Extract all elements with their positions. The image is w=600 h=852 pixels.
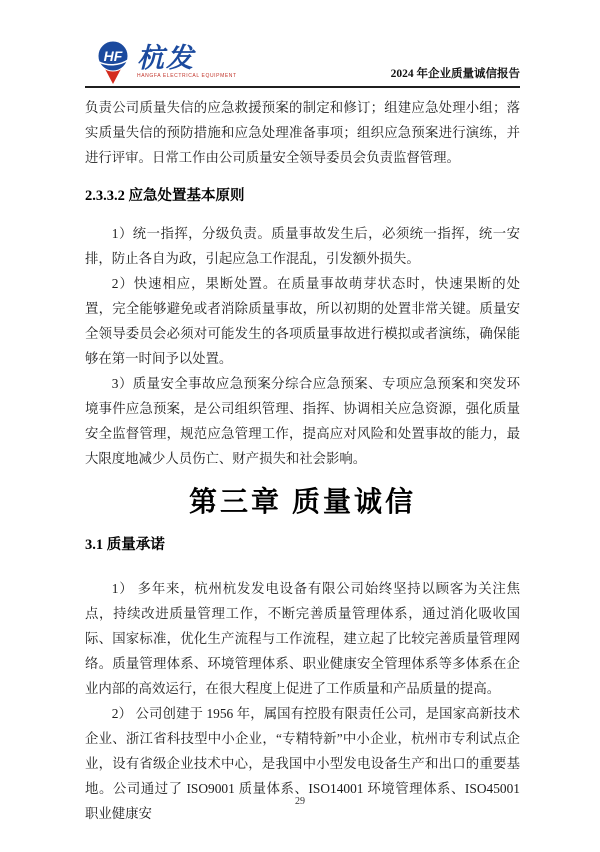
- chapter-3-title: 第三章 质量诚信: [188, 487, 416, 518]
- heading-2-3-3-2: 2.3.3.2 应急处置基本原则: [85, 188, 245, 204]
- heading-3-1: 3.1 质量承诺: [85, 537, 165, 553]
- logo-brand-name: 杭发: [137, 43, 195, 73]
- logo-text: [137, 40, 237, 79]
- hf-emblem-icon: [95, 40, 131, 86]
- logo-tagline: HANGFA ELECTRICAL EQUIPMENT: [137, 73, 237, 79]
- intro-paragraph: 负责公司质量失信的应急救援预案的制定和修订；组建应急处理小组；落实质量失信的预防措施和应急处理准备事项；组织应急预案进行演练，并进行评审。日常工作由公司质量安全领导委员会负责监督管理。: [85, 100, 520, 165]
- page-header: [85, 40, 520, 88]
- document-body: [85, 92, 520, 826]
- emergency-principle-paragraph-2: 2）快速相应，果断处置。在质量事故萌芽状态时，快速果断的处置，完全能够避免或者消除质量事故，所以初期的处置非常关键。质量安全领导委员会必须对可能发生的各项质量事故进行模拟或者演练，确保能够在第一时间予以处置。: [85, 276, 520, 366]
- emergency-principle-paragraph-1: 1）统一指挥，分级负责。质量事故发生后，必须统一指挥，统一安排，防止各自为政，引起应急工作混乱，引发额外损失。: [85, 226, 520, 266]
- company-logo: [95, 40, 237, 86]
- quality-commitment-paragraph-1: 1） 多年来，杭州杭发发电设备有限公司始终坚持以顾客为关注焦点，持续改进质量管理工作，不断完善质量管理体系，通过消化吸收国际、国家标准，优化生产流程与工作流程，建立起了比较完善质量管理网络。质量管理体系、环境管理体系、职业健康安全管理体系等多体系在企业内部的高效运行，在很大程度上促进了工作质量和产品质量的提高。: [85, 581, 520, 696]
- report-header-title: 2024 年企业质量诚信报告: [390, 68, 520, 80]
- emergency-principle-paragraph-3: 3）质量安全事故应急预案分综合应急预案、专项应急预案和突发环境事件应急预案，是公司组织管理、指挥、协调相关应急资源，强化质量安全监督管理，规范应急管理工作，提高应对风险和处置事故的能力，最大限度地减少人员伤亡、财产损失和社会影响。: [85, 376, 520, 466]
- svg-text:HF: HF: [103, 48, 123, 64]
- quality-commitment-paragraph-2: 2） 公司创建于 1956 年，属国有控股有限责任公司，是国家高新技术企业、浙江省科技型中小企业，“专精特新”中小企业，杭州市专利试点企业，设有省级企业技术中心，是我国中小型发电设备生产和出口的重要基地。公司通过了 ISO9001 质量体系、ISO14001 环境管理体系、ISO45001 职业健康安: [85, 706, 520, 821]
- page-number: 29: [295, 796, 305, 807]
